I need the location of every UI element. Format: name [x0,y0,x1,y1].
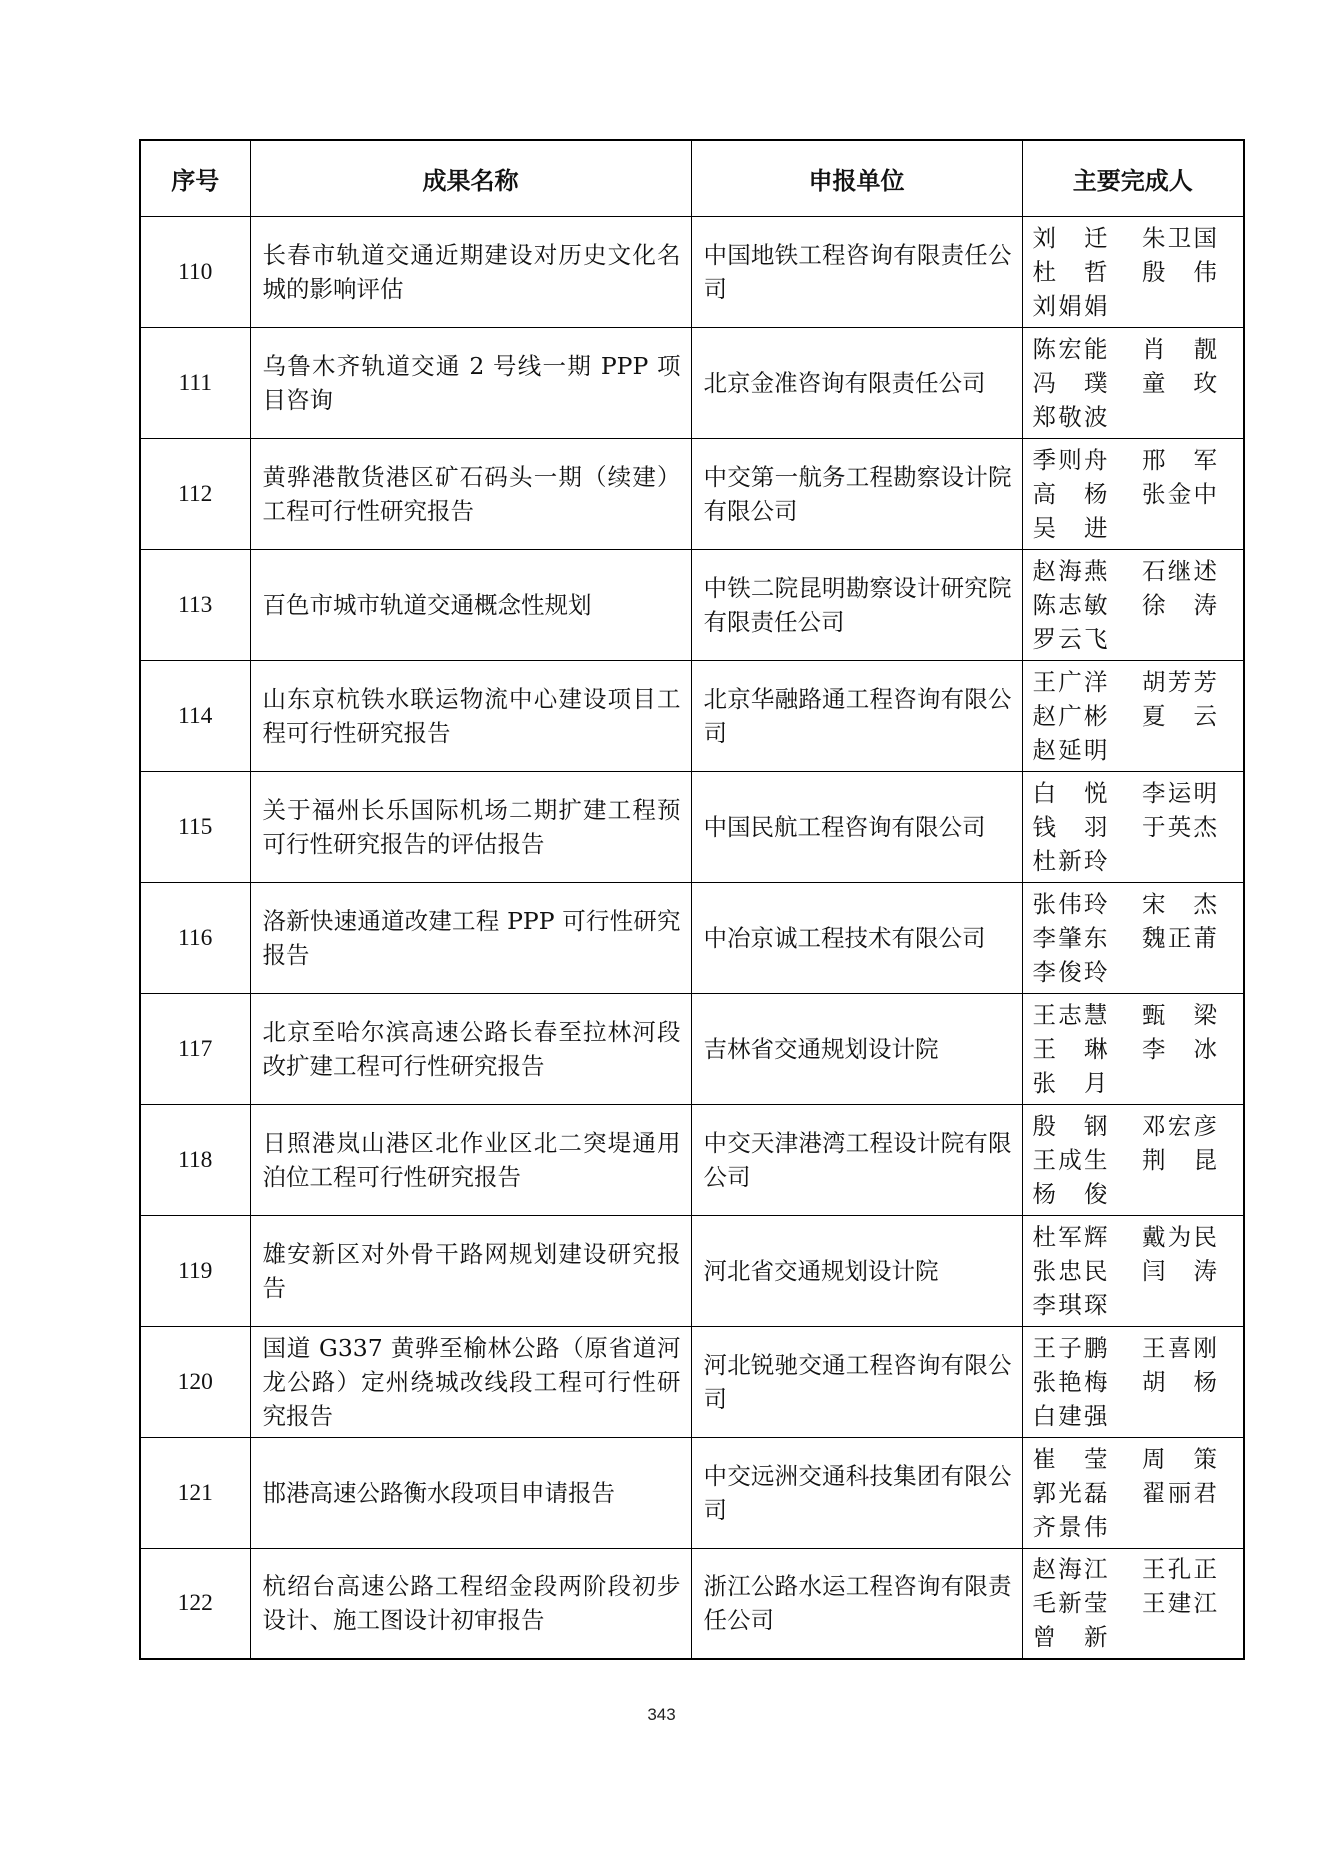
contributor-name: 童 玫 [1142,368,1217,397]
contributor-name: 朱卫国 [1142,223,1217,252]
cell-main-contributors [1022,1215,1244,1326]
cell-serial-number: 116 [140,882,250,993]
contributor-name: 石继述 [1142,556,1217,585]
contributor-name: 杜新玲 [1032,846,1108,875]
contributor-name: 郭光磊 [1032,1478,1108,1507]
cell-achievement-name: 乌鲁木齐轨道交通 2 号线一期 PPP 项目咨询 [250,327,691,438]
cell-applicant-unit: 河北锐驰交通工程咨询有限公司 [691,1326,1022,1437]
table-row [140,660,1244,771]
cell-main-contributors [1022,993,1244,1104]
cell-main-contributors [1022,1437,1244,1548]
table-row [140,1437,1244,1548]
contributor-name: 魏正莆 [1142,923,1217,952]
cell-achievement-name: 长春市轨道交通近期建设对历史文化名城的影响评估 [250,216,691,327]
cell-achievement-name: 黄骅港散货港区矿石码头一期（续建）工程可行性研究报告 [250,438,691,549]
contributor-name: 毛新莹 [1032,1589,1108,1618]
contributor-name: 王建江 [1142,1589,1217,1618]
cell-applicant-unit: 河北省交通规划设计院 [691,1215,1022,1326]
contributor-name: 李运明 [1142,778,1217,807]
contributor-name: 王广洋 [1032,667,1108,696]
contributor-name: 肖 靓 [1142,334,1217,363]
header-no: 序号 [140,140,250,216]
contributor-name: 刘娟娟 [1032,291,1108,320]
contributor-name: 王志慧 [1032,1000,1108,1029]
table-row [140,549,1244,660]
contributor-name: 王成生 [1032,1145,1108,1174]
contributor-name: 胡 杨 [1142,1367,1217,1396]
contributor-name: 高 杨 [1032,479,1108,508]
cell-main-contributors [1022,327,1244,438]
cell-serial-number: 111 [140,327,250,438]
contributor-name: 张伟玲 [1032,889,1108,918]
contributor-name: 荆 昆 [1142,1145,1217,1174]
contributor-name: 李 冰 [1142,1034,1217,1063]
header-people: 主要完成人 [1022,140,1244,216]
cell-main-contributors [1022,438,1244,549]
contributor-name: 于英杰 [1142,812,1217,841]
contributor-name: 白建强 [1032,1401,1108,1430]
cell-applicant-unit: 中国地铁工程咨询有限责任公司 [691,216,1022,327]
contributor-name: 崔 莹 [1032,1444,1108,1473]
cell-applicant-unit: 中交远洲交通科技集团有限公司 [691,1437,1022,1548]
cell-main-contributors [1022,1326,1244,1437]
cell-applicant-unit: 中铁二院昆明勘察设计研究院有限责任公司 [691,549,1022,660]
contributor-name: 邢 军 [1142,445,1217,474]
contributor-name: 殷 伟 [1142,257,1217,286]
contributor-name: 赵广彬 [1032,701,1108,730]
cell-achievement-name: 邯港高速公路衡水段项目申请报告 [250,1437,691,1548]
contributor-name: 张金中 [1142,479,1217,508]
table-row [140,1104,1244,1215]
contributor-name: 戴为民 [1142,1222,1217,1251]
table-row [140,216,1244,327]
contributor-name: 曾 新 [1032,1623,1108,1652]
page-number: 343 [647,1705,676,1724]
contributor-name: 杜 哲 [1032,257,1108,286]
contributor-name: 赵海江 [1032,1555,1108,1584]
header-name: 成果名称 [250,140,691,216]
contributor-name: 宋 杰 [1142,889,1217,918]
cell-serial-number: 112 [140,438,250,549]
cell-achievement-name: 洛新快速通道改建工程 PPP 可行性研究报告 [250,882,691,993]
contributor-name: 齐景伟 [1032,1512,1108,1541]
contributor-name: 李俊玲 [1032,957,1108,986]
contributor-name: 杜军辉 [1032,1222,1108,1251]
cell-main-contributors [1022,1548,1244,1659]
contributor-name: 钱 羽 [1032,812,1108,841]
cell-achievement-name: 杭绍台高速公路工程绍金段两阶段初步设计、施工图设计初审报告 [250,1548,691,1659]
contributor-name: 赵延明 [1032,735,1108,764]
contributor-name: 胡芳芳 [1142,667,1217,696]
contributor-name: 翟丽君 [1142,1478,1217,1507]
contributor-name: 张艳梅 [1032,1367,1108,1396]
cell-serial-number: 122 [140,1548,250,1659]
cell-applicant-unit: 浙江公路水运工程咨询有限责任公司 [691,1548,1022,1659]
table-header-row [140,140,1244,216]
cell-applicant-unit: 吉林省交通规划设计院 [691,993,1022,1104]
contributor-name: 白 悦 [1032,778,1108,807]
cell-achievement-name: 北京至哈尔滨高速公路长春至拉林河段改扩建工程可行性研究报告 [250,993,691,1104]
cell-serial-number: 114 [140,660,250,771]
cell-achievement-name: 雄安新区对外骨干路网规划建设研究报告 [250,1215,691,1326]
cell-main-contributors [1022,549,1244,660]
cell-applicant-unit: 中交第一航务工程勘察设计院有限公司 [691,438,1022,549]
table-row [140,882,1244,993]
contributor-name: 殷 钢 [1032,1111,1108,1140]
contributor-name: 张忠民 [1032,1256,1108,1285]
contributor-name: 王喜刚 [1142,1333,1217,1362]
table-row [140,1215,1244,1326]
cell-main-contributors [1022,1104,1244,1215]
cell-serial-number: 121 [140,1437,250,1548]
contributor-name: 陈宏能 [1032,334,1108,363]
contributor-name: 郑敬波 [1032,402,1108,431]
table-row [140,1548,1244,1659]
table-body [140,216,1244,1659]
contributor-name: 冯 璞 [1032,368,1108,397]
contributor-name: 刘 迁 [1032,223,1108,252]
cell-serial-number: 117 [140,993,250,1104]
cell-applicant-unit: 北京金准咨询有限责任公司 [691,327,1022,438]
cell-serial-number: 110 [140,216,250,327]
contributor-name: 王 琳 [1032,1034,1108,1063]
table-row [140,1326,1244,1437]
cell-main-contributors [1022,771,1244,882]
contributor-name: 王孔正 [1142,1555,1217,1584]
award-table [139,139,1245,1660]
table-row [140,771,1244,882]
cell-main-contributors [1022,216,1244,327]
contributor-name: 李琪琛 [1032,1290,1108,1319]
cell-achievement-name: 山东京杭铁水联运物流中心建设项目工程可行性研究报告 [250,660,691,771]
cell-serial-number: 113 [140,549,250,660]
table-row [140,993,1244,1104]
cell-achievement-name: 百色市城市轨道交通概念性规划 [250,549,691,660]
contributor-name: 杨 俊 [1032,1179,1108,1208]
table-row [140,327,1244,438]
cell-main-contributors [1022,660,1244,771]
contributor-name: 甄 梁 [1142,1000,1217,1029]
cell-serial-number: 115 [140,771,250,882]
contributor-name: 夏 云 [1142,701,1217,730]
table-row [140,438,1244,549]
contributor-name: 赵海燕 [1032,556,1108,585]
contributor-name: 王子鹏 [1032,1333,1108,1362]
contributor-name: 陈志敏 [1032,590,1108,619]
cell-achievement-name: 日照港岚山港区北作业区北二突堤通用泊位工程可行性研究报告 [250,1104,691,1215]
cell-applicant-unit: 中交天津港湾工程设计院有限公司 [691,1104,1022,1215]
cell-serial-number: 120 [140,1326,250,1437]
contributor-name: 李肇东 [1032,923,1108,952]
contributor-name: 季则舟 [1032,445,1108,474]
contributor-name: 张 月 [1032,1068,1108,1097]
contributor-name: 闫 涛 [1142,1256,1217,1285]
contributor-name: 吴 进 [1032,513,1108,542]
contributor-name: 邓宏彦 [1142,1111,1217,1140]
contributor-name: 周 策 [1142,1444,1217,1473]
header-unit: 申报单位 [691,140,1022,216]
cell-applicant-unit: 中冶京诚工程技术有限公司 [691,882,1022,993]
cell-applicant-unit: 北京华融路通工程咨询有限公司 [691,660,1022,771]
cell-applicant-unit: 中国民航工程咨询有限公司 [691,771,1022,882]
cell-main-contributors [1022,882,1244,993]
cell-achievement-name: 关于福州长乐国际机场二期扩建工程预可行性研究报告的评估报告 [250,771,691,882]
cell-serial-number: 118 [140,1104,250,1215]
cell-achievement-name: 国道 G337 黄骅至榆林公路（原省道河龙公路）定州绕城改线段工程可行性研究报告 [250,1326,691,1437]
contributor-name: 徐 涛 [1142,590,1217,619]
cell-serial-number: 119 [140,1215,250,1326]
contributor-name: 罗云飞 [1032,624,1108,653]
